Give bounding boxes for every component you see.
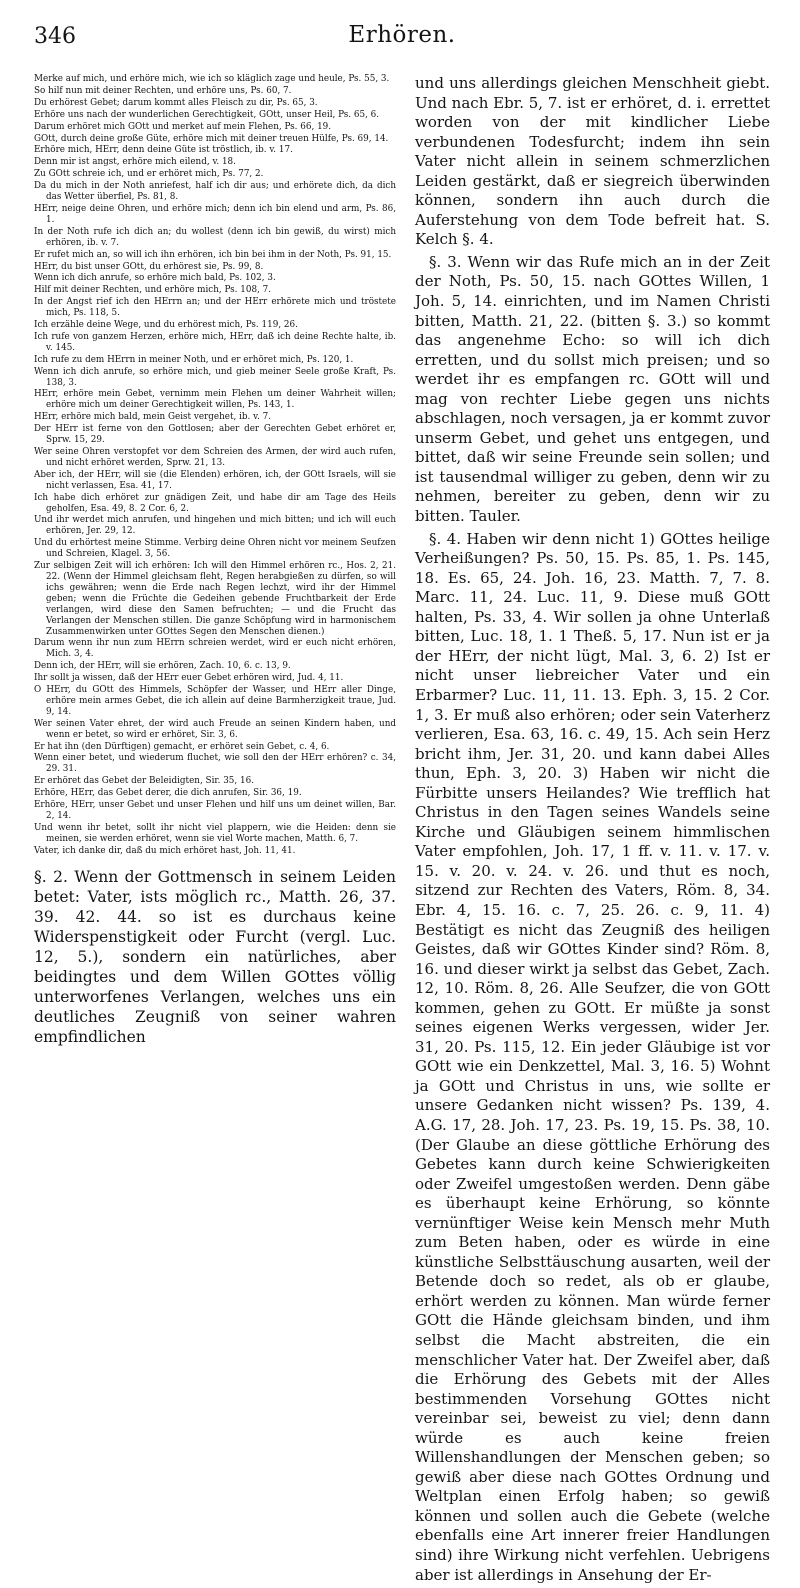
citation-entry: Wenn ich dich anrufe, so erhöre mich bald, Ps. 102, 3.: [34, 273, 276, 284]
citation-entry: Du erhörest Gebet; darum kommt alles Fleisch zu dir, Ps. 65, 3.: [34, 97, 318, 108]
page-title: Erhören.: [348, 22, 456, 48]
citation-entry: So hilf nun mit deiner Rechten, und erhöre uns, Ps. 60, 7.: [34, 85, 292, 96]
citation-entry: Denn mir ist angst, erhöre mich eilend, v. 18.: [34, 157, 236, 168]
citation-entry: Wer seine Ohren verstopfet vor dem Schreien des Armen, der wird auch rufen, und nicht erhöret werden, Sprw. 21, 13.: [34, 447, 396, 468]
citation-entry: Hilf mit deiner Rechten, und erhöre mich, Ps. 108, 7.: [34, 285, 272, 296]
citation-entry: Vater, ich danke dir, daß du mich erhöret hast, Joh. 11, 41.: [34, 845, 296, 856]
citation-entry: Der HErr ist ferne von den Gottlosen; aber der Gerechten Gebet erhöret er, Sprw. 15, 29.: [34, 424, 396, 446]
citation-entry: Aber ich, der HErr, will sie (die Elenden) erhören, ich, der GOtt Israels, will sie nicht verlassen, Esa. 41, 17.: [34, 469, 396, 491]
section-2-paragraph: §. 2. Wenn der Gottmensch in seinem Leiden betet: Vater, ists möglich rc., Matth. 26, 37. 39. 42. 44. so ist es durchaus keine Widerspenstigkeit oder Furcht (vergl. Luc. 12, 5.), sondern ein natürliches, aber beidingtes und dem Willen GOttes völlig unterworfenes Verlangen, welches uns ein deutliches Zeugniß von seiner wahren empfindlichen: [34, 867, 396, 1047]
citation-entry: GOtt, durch deine große Güte, erhöre mich mit deiner treuen Hülfe, Ps. 69, 14.: [34, 133, 389, 144]
citation-entry: Ich habe dich erhöret zur gnädigen Zeit, und habe dir am Tage des Heils geholfen, Esa. 49, 8. 2 Cor. 6, 2.: [34, 492, 396, 514]
citation-entry: Darum wenn ihr nun zum HErrn schreien werdet, wird er euch nicht erhören, Mich. 3, 4.: [34, 638, 396, 660]
citation-entry: HErr, du bist unser GOtt, du erhörest sie, Ps. 99, 8.: [34, 261, 264, 272]
citation-entry: Erhöre, HErr, das Gebet derer, die dich anrufen, Sir. 36, 19.: [34, 788, 302, 799]
citation-entry: HErr, erhöre mich bald, mein Geist vergehet, ib. v. 7.: [34, 412, 272, 423]
citation-entry: Ich erzähle deine Wege, und du erhörest mich, Ps. 119, 26.: [34, 320, 298, 331]
citation-entry: Wenn ich dich anrufe, so erhöre mich, und gieb meiner Seele große Kraft, Ps. 138, 3.: [34, 366, 396, 388]
citation-entry: Wenn einer betet, und wiederum fluchet, wie soll den der HErr erhören? c. 34, 29. 31.: [34, 753, 396, 775]
section-4-paragraph: §. 4. Haben wir denn nicht 1) GOttes heilige Verheißungen? Ps. 50, 15. Ps. 85, 1. Ps. 145, 18. Es. 65, 24. Joh. 16, 23. Matth. 7, 7. 8. Marc. 11, 24. Luc. 11, 9. Diese muß GOtt halten, Ps. 33, 4. Wir sollen ja ohne Unterlaß bitten, Luc. 18, 1. 1 Theß. 5, 17. Nun ist er ja der HErr, der nicht lügt, Mal. 3, 6. 2) Ist er nicht unser liebreicher Vater und ein Erbarmer? Luc. 11, 11. 13. Eph. 3, 15. 2 Cor. 1, 3. Er muß also erhören; oder sein Vaterherz verlieren, Esa. 63, 16. c. 49, 15. Ach sein Herz bricht ihm, Jer. 31, 20. und kann dabei Alles thun, Eph. 3, 20. 3) Haben wir nicht die Fürbitte unsers Heilandes? Wie trefflich hat Christus in den Tagen seines Wandels seine Kirche und Gläubigen seinem himmlischen Vater empfohlen, Joh. 17, 1 ff. v. 11. v. 17. v. 15. v. 20. v. 24. v. 26. und thut es noch, sitzend zur Rechten des Vaters, Röm. 8, 34. Ebr. 4, 15. 16. c. 7, 25. 26. c. 9, 11. 4) Bestätigt es nicht das Zeugniß des heiligen Geistes, daß wir GOttes Kinder sind? Röm. 8, 16. und dieser wirkt ja selbst das Gebet, Zach. 12, 10. Röm. 8, 26. Alle Seufzer, die von GOtt kommen, gehen zu GOtt. Er müßte ja sonst seines eigenen Werks vergessen, wider Jer. 31, 20. Ps. 115, 12. Ein jeder Gläubige ist vor GOtt wie ein Denkzettel, Mal. 3, 16. 5) Wohnt ja GOtt und Christus in uns, wie sollte er unsere Gedanken nicht wissen? Ps. 139, 4. A.G. 17, 28. Joh. 17, 23. Ps. 19, 15. Ps. 38, 10. (Der Glaube an diese göttliche Erhörung des Gebetes kann durch keine Schwierigkeiten oder Zweifel umgestoßen werden. Denn gäbe es überhaupt keine Erhörung, so könnte vernünftiger Weise kein Mensch mehr Muth zum Beten haben, oder es würde in eine künstliche Selbsttäuschung ausarten, weil der Betende doch so redet, als ob er glaube, erhört werden zu können. Man würde ferner GOtt die Hände gleichsam binden, und ihm selbst die Macht abstreiten, die ein menschlicher Vater hat. Der Zweifel aber, daß die Erhörung des Gebets mit der Alles bestimmenden Vorsehung GOttes nicht vereinbar sei, beweist zu viel; denn dann würde es auch keine freien Willenshandlungen der Menschen geben; so gewiß aber diese nach GOttes Ordnung und Weltplan einen Erfolg haben; so gewiß können und sollen auch die Gebete (welche ebenfalls eine Art innerer freier Handlungen sind) ihre Wirkung nicht verfehlen. Uebrigens aber ist allerdings in Ansehung der Er-: [415, 529, 770, 1584]
citation-entry: Denn ich, der HErr, will sie erhören, Zach. 10, 6. c. 13, 9.: [34, 661, 291, 672]
section-3-paragraph: §. 3. Wenn wir das Rufe mich an in der Zeit der Noth, Ps. 50, 15. nach GOttes Willen, 1 Joh. 5, 14. einrichten, und im Namen Christi bitten, Matth. 21, 22. (bitten §. 3.) so kommt das angenehme Echo: so will ich dich erretten, und du sollst mich preisen; und so werdet ihr es empfangen rc. GOtt will und mag von rechter Liebe gegen uns nichts abschlagen, noch versagen, ja er kommt zuvor unserm Gebet, und gehet uns entgegen, und bittet, daß wir seine Freunde sein sollen; und ist tausendmal williger zu geben, denn wir zu nehmen, bereiter zu geben, denn wir zu bitten. Tauler.: [415, 252, 770, 526]
citation-entry: Ihr sollt ja wissen, daß der HErr euer Gebet erhören wird, Jud. 4, 11.: [34, 673, 344, 684]
citation-entry: Zur selbigen Zeit will ich erhören: Ich will den Himmel erhören rc., Hos. 2, 21. 22. (Wenn der Himmel gleichsam fleht, Regen herabgießen zu dürfen, so will ichs gewähren; wenn die Erde nach Regen lechzt, wird ihr der Himmel geben; wenn die Früchte die Gedeihen gebende Fruchtbarkeit der Erde verlangen, wird diese den Samen befruchten; — und die Frucht das Verlangen der Menschen stillen. Die ganze Schöpfung wird in harmonischem Zusammenwirken unter GOttes Segen den Menschen dienen.): [34, 561, 396, 637]
citation-entry: Und ihr werdet mich anrufen, und hingehen und mich bitten; und ich will euch erhören, Jer. 29, 12.: [34, 515, 396, 537]
continuation-paragraph: und uns allerdings gleichen Menschheit giebt. Und nach Ebr. 5, 7. ist er erhöret, d. i. errettet worden von der mit kindlicher Liebe verbundenen Todesfurcht; indem ihn sein Vater nicht allein in seinem schmerzlichen Leiden gestärkt, daß er siegreich überwinden können, sondern ihn auch durch die Auferstehung von dem Tode befreit hat. S. Kelch §. 4.: [415, 74, 770, 249]
citation-entry: O HErr, du GOtt des Himmels, Schöpfer der Wasser, und HErr aller Dinge, erhöre mein armes Gebet, die ich allein auf deine Barmherzigkeit traue, Jud. 9, 14.: [34, 685, 396, 717]
citation-entry: Und wenn ihr betet, sollt ihr nicht viel plappern, wie die Heiden: denn sie meinen, sie werden erhöret, wenn sie viel Worte machen, Matth. 6, 7.: [34, 822, 396, 844]
citation-entry: Da du mich in der Noth anriefest, half ich dir aus; und erhörete dich, da dich das Wetter überfiel, Ps. 81, 8.: [34, 181, 396, 203]
citation-entry: Wer seinen Vater ehret, der wird auch Freude an seinen Kindern haben, und wenn er betet, so wird er erhöret, Sir. 3, 6.: [34, 718, 396, 740]
citation-entry: Und du erhörtest meine Stimme. Verbirg deine Ohren nicht vor meinem Seufzen und Schreien, Klagel. 3, 56.: [34, 538, 396, 560]
citation-entry: Er erhöret das Gebet der Beleidigten, Sir. 35, 16.: [34, 776, 254, 787]
citation-entry: HErr, erhöre mein Gebet, vernimm mein Flehen um deiner Wahrheit willen; erhöre mich um deiner Gerechtigkeit willen, Ps. 143, 1.: [34, 389, 396, 411]
citation-entry: Erhöre uns nach der wunderlichen Gerechtigkeit, GOtt, unser Heil, Ps. 65, 6.: [34, 109, 380, 120]
citation-entry: Erhöre, HErr, unser Gebet und unser Flehen und hilf uns um deinet willen, Bar. 2, 14.: [34, 800, 396, 821]
citation-entry: Darum erhöret mich GOtt und merket auf mein Flehen, Ps. 66, 19.: [34, 121, 332, 132]
citation-entry: In der Angst rief ich den HErrn an; und der HErr erhörete mich und tröstete mich, Ps. 118, 5.: [34, 297, 396, 319]
citation-entry: HErr, neige deine Ohren, und erhöre mich; denn ich bin elend und arm, Ps. 86, 1.: [34, 203, 396, 225]
citation-entry: Ich rufe zu dem HErrn in meiner Noth, und er erhöret mich, Ps. 120, 1.: [34, 354, 354, 365]
citation-entry: Er hat ihn (den Dürftigen) gemacht, er erhöret sein Gebet, c. 4, 6.: [34, 741, 330, 752]
citation-entry: Erhöre mich, HErr, denn deine Güte ist tröstlich, ib. v. 17.: [34, 145, 293, 156]
citation-entry: Merke auf mich, und erhöre mich, wie ich so kläglich zage und heule, Ps. 55, 3.: [34, 74, 390, 84]
page-number: 346: [34, 24, 76, 49]
citation-entry: Er rufet mich an, so will ich ihn erhören, ich bin bei ihm in der Noth, Ps. 91, 15.: [34, 249, 392, 260]
page-header: [34, 20, 770, 54]
right-column: [415, 74, 770, 1588]
citation-entry: Zu GOtt schreie ich, und er erhöret mich, Ps. 77, 2.: [34, 169, 264, 180]
citation-entry: Ich rufe von ganzem Herzen, erhöre mich, HErr, daß ich deine Rechte halte, ib. v. 145.: [34, 331, 396, 353]
left-column: [34, 74, 396, 1047]
citation-list: [34, 74, 396, 857]
citation-entry: In der Noth rufe ich dich an; du wollest (denn ich bin gewiß, du wirst) mich erhören, ib. v. 7.: [34, 226, 396, 248]
